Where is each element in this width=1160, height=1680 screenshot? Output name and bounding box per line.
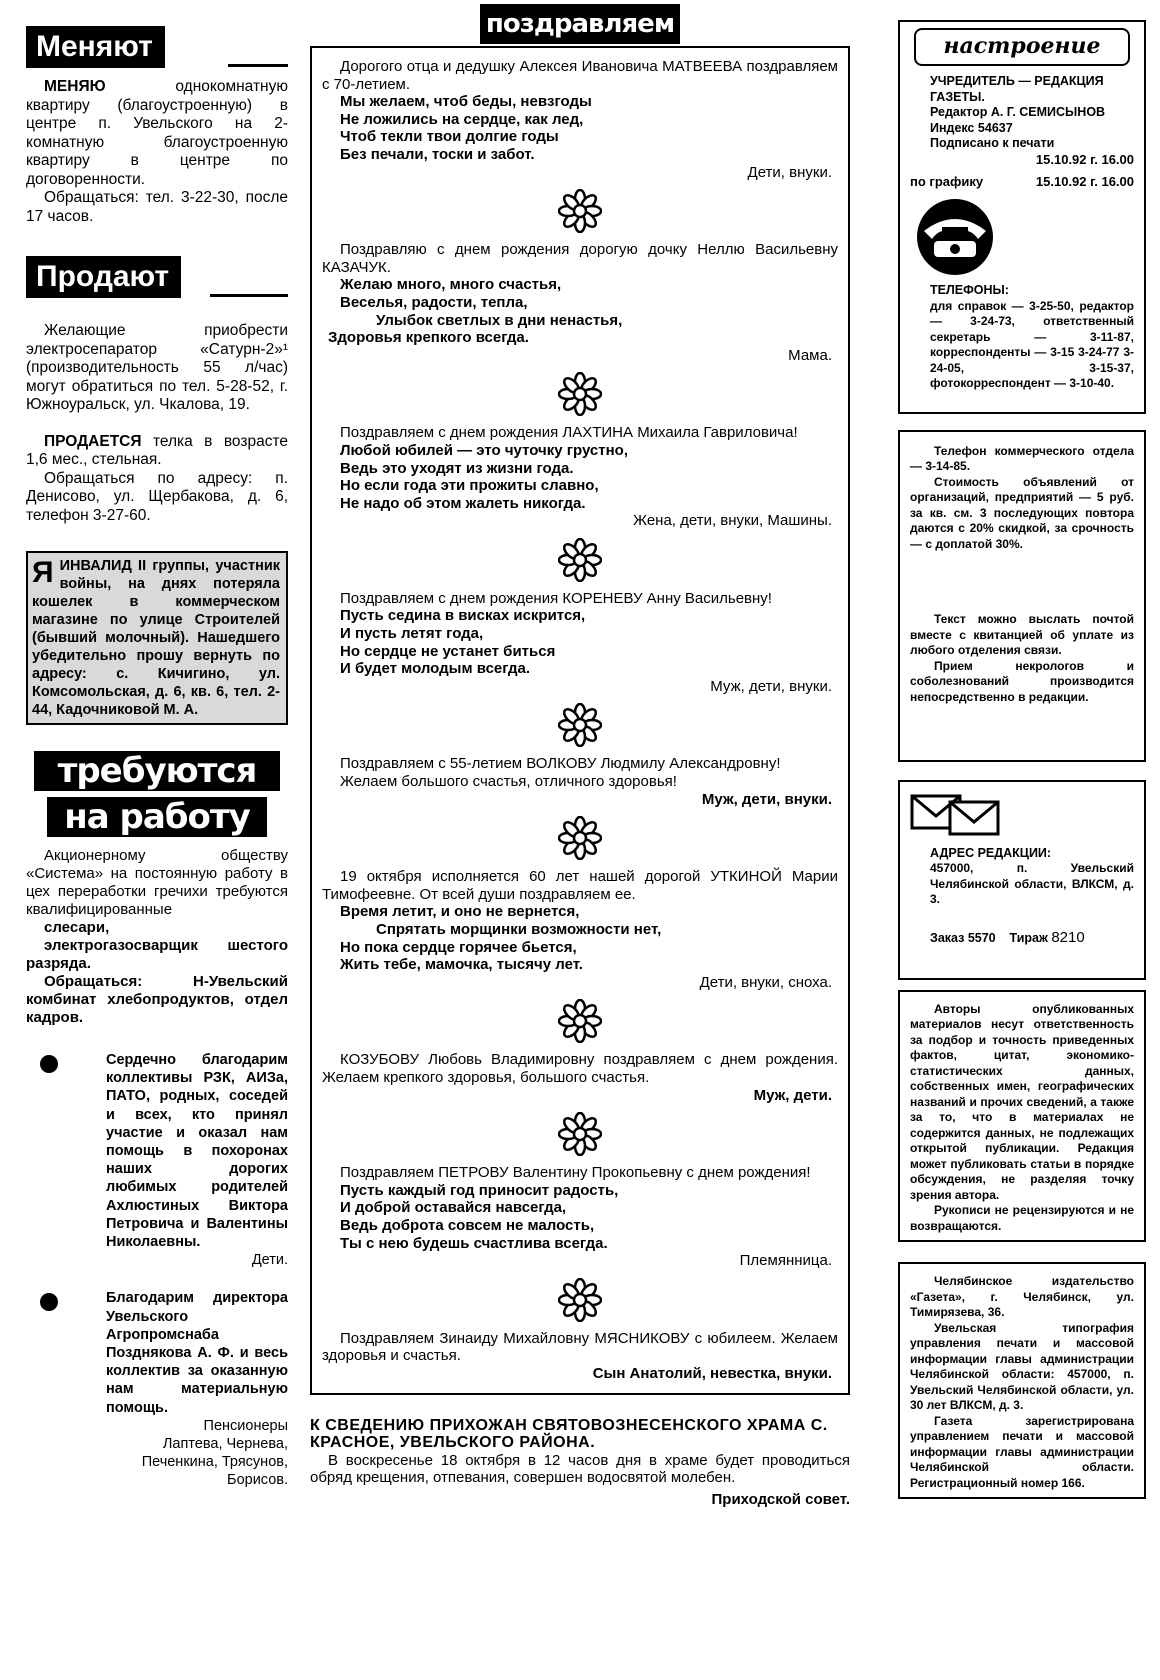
church-notice: К СВЕДЕНИЮ ПРИХОЖАН СВЯТОВОЗНЕСЕНСКОГО ХРАМА С. КРАСНОЕ, УВЕЛЬСКОГО РАЙОНА. В воскресенье 18 октября в 12 часов дня в храме будет проводиться обряд крещения, отпевания, совершен водосвятой молебен. Приходской совет. bbox=[310, 1416, 850, 1508]
masthead-box: настроение УЧРЕДИТЕЛЬ — РЕДАКЦИЯ ГАЗЕТЫ. Редактор А. Г. СЕМИСЫНОВ Индекс 54637 Подписано к печати 15.10.92 г. 16.00 по графику 15.10.92 г. 16.00 ТЕЛЕФОНЫ: для справок — 3-25-50, редактор — 3-24-73, ответственный секретарь — 3-11-87, корреспонденты — 3-15 3-24-77 3-24-05, 3-15-37, фотокорреспондент — 3-10-40. bbox=[898, 20, 1146, 414]
greeting-intro: Дорогого отца и дедушку Алексея Ивановича МАТВЕЕВА поздравляем с 70-летием. bbox=[322, 58, 838, 93]
envelope-icon bbox=[910, 792, 1002, 838]
publisher-box: Челябинское издательство «Газета», г. Челябинск, ул. Тимирязева, 36. Увельская типография управления печати и массовой информации главы администрации Челябинской области: 457000, п. Увельский Челябинской области, ул. 30 лет ВЛКСМ, д. 3. Газета зарегистрирована управлением печати и массовой информации главы администрации Челябинской области. Регистрационный номер 166. bbox=[898, 1262, 1146, 1499]
heading-prodayut: Продают bbox=[26, 256, 288, 300]
greeting-intro: Поздравляем с 55-летием ВОЛКОВУ Людмилу Александровну! bbox=[340, 755, 781, 773]
lost-wallet-ad: ЯИНВАЛИД II группы, участник войны, на днях потеряла кошелек в коммерческом магазине по улице Строителей (бывший молочный). Нашедшего убедительно прошу вернуть по адресу: с. Кичигино, ул. Комсомольская, д. 6, кв. 6, тел. 2-44, Кадочниковой М. А. bbox=[26, 551, 288, 725]
greetings-box bbox=[310, 46, 850, 1395]
address-box: АДРЕС РЕДАКЦИИ: 457000, п. Увельский Челябинской области, ВЛКСМ, д. 3. Заказ 5570 Тираж 8210 bbox=[898, 780, 1146, 980]
right-column bbox=[898, 0, 1146, 1499]
flower-ornament-icon bbox=[558, 1112, 602, 1156]
greeting-signature: Муж, дети. bbox=[753, 1086, 832, 1104]
greeting-signature: Дети, внуки. bbox=[747, 163, 832, 181]
greeting-verse-line: И пусть летят года, bbox=[340, 625, 484, 643]
commercial-box: Телефон коммерческого отдела — 3-14-85. Стоимость объявлений от организаций, предприятий — 5 руб. за кв. см. 3 последующих повтора даются с 20% скидкой, за срочность — с доплатой 30%. Текст можно выслать почтой вместе с квитанцией об уплате из любого отделения связи. Прием некрологов и соболезнований производится непосредственно в редакции. bbox=[898, 430, 1146, 762]
greeting-verse-line: Желаю много, много счастья, bbox=[340, 276, 562, 294]
greeting-intro: КОЗУБОВУ Любовь Владимировну поздравляем с днем рождения. Желаем крепкого здоровья, большого счастья. bbox=[322, 1051, 838, 1086]
greeting-verse-line: И доброй оставайся навсегда, bbox=[340, 1199, 567, 1217]
greeting-verse-line: Мы желаем, чтоб беды, невзгоды bbox=[340, 93, 592, 111]
greeting bbox=[322, 590, 838, 696]
greeting-extra: Желаем большого счастья, отличного здоровья! bbox=[340, 773, 677, 791]
greeting-verse-line: Пусть каждый год приносит радость, bbox=[340, 1181, 619, 1199]
greeting bbox=[322, 58, 838, 181]
greeting-verse-line: Не надо об этом жалеть никогда. bbox=[340, 494, 586, 512]
greeting-verse-line: Ведь доброта совсем не малость, bbox=[340, 1216, 595, 1234]
greeting-verse-line: Спрятать морщинки возможности нет, bbox=[376, 921, 662, 938]
greeting-verse-line: Здоровья крепкого всегда. bbox=[328, 329, 529, 347]
flower-ornament-icon bbox=[558, 703, 602, 747]
greeting-signature: Дети, внуки, сноха. bbox=[699, 973, 832, 991]
greeting-verse-line: Веселья, радости, тепла, bbox=[340, 293, 528, 311]
flower-ornament-icon bbox=[558, 816, 602, 860]
greeting-signature: Муж, дети, внуки. bbox=[701, 790, 832, 808]
disclaimer-box: Авторы опубликованных материалов несут ответственность за подбор и точность приведенных фактов, цитат, экономико-статистических данных, собственных имен, географических названий и прочих сведений, а также за то, что в материалах не содержится данных, не подлежащих открытой публикации. Редакция может публиковать статьи в порядке обсуждения, не разделяя точку зрения автора. Рукописи не рецензируются и не возвращаются. bbox=[898, 990, 1146, 1243]
greeting-signature: Мама. bbox=[788, 346, 832, 364]
greeting-verse-line: Ты с нею будешь счастлива всегда. bbox=[340, 1234, 608, 1252]
greeting-verse-line: Улыбок светлых в дни ненастья, bbox=[376, 311, 623, 329]
heading-jobs: требуются на работу bbox=[26, 751, 288, 837]
greeting-signature: Жена, дети, внуки, Машины. bbox=[633, 512, 832, 530]
greeting bbox=[322, 424, 838, 530]
flower-ornament-icon bbox=[558, 189, 602, 233]
greeting-intro: Поздравляем Зинаиду Михайловну МЯСНИКОВУ с юбилеем. Желаем здоровья и счастья. bbox=[322, 1329, 838, 1365]
exchange-ad: МЕНЯЮ однокомнатную квартиру (благоустроенную) в центре п. Увельского на 2-комнатную благоустроенную квартиру в центре по договоренности. Обращаться: тел. 3-22-30, после 17 часов. bbox=[26, 78, 288, 225]
thanks-ad-2: Благодарим директора Увельского Агропромснаба Позднякова А. Ф. и весь коллектив за оказанную нам материальную помощь. Пенсионеры Лаптева, Чернева, Печенкина, Трясунов, Борисов. bbox=[26, 1289, 288, 1489]
newspaper-logo: настроение bbox=[914, 28, 1130, 66]
flower-ornament-icon bbox=[558, 999, 602, 1043]
greeting bbox=[322, 868, 838, 991]
greeting-verse-line: Жить тебе, мамочка, тысячу лет. bbox=[340, 956, 583, 974]
jobs-ad: Акционерному обществу «Система» на постоянную работу в цех переработки гречихи требуются квалифицированные слесари, электрогазосварщик шестого разряда. Обращаться: Н-Увельский комбинат хлебопродуктов, отдел кадров. bbox=[26, 847, 288, 1026]
bullet-icon bbox=[40, 1055, 58, 1073]
greeting-intro: 19 октября исполняется 60 лет нашей дорогой УТКИНОЙ Марии Тимофеевне. От всей души поздравляем ее. bbox=[322, 868, 838, 903]
flower-ornament-icon bbox=[558, 538, 602, 582]
flower-ornament-icon bbox=[558, 1278, 602, 1322]
greeting-verse-line: Но сердце не устанет биться bbox=[340, 642, 556, 660]
greeting-intro: Поздравляем ПЕТРОВУ Валентину Прокопьевну с днем рождения! bbox=[340, 1164, 811, 1182]
thanks-ad-1: Сердечно благодарим коллективы РЗК, АИЗа, ПАТО, родных, соседей и всех, кто принял участие и оказал нам помощь в похоронах наших дорогих любимых родителей Ахлюстиных Виктора Петровича и Валентины Николаевны. Дети. bbox=[26, 1051, 288, 1269]
greeting-intro: Поздравляем с днем рождения ЛАХТИНА Михаила Гавриловича! bbox=[340, 424, 798, 442]
telephone-icon bbox=[910, 197, 1000, 277]
greeting-verse-line: Время летит, и оно не вернется, bbox=[340, 903, 580, 921]
bullet-icon bbox=[40, 1293, 58, 1311]
center-column bbox=[310, 0, 850, 1508]
greeting bbox=[322, 1051, 838, 1104]
greeting-signature: Сын Анатолий, невестка, внуки. bbox=[592, 1364, 832, 1382]
greeting bbox=[322, 1164, 838, 1270]
greeting-verse-line: Пусть седина в висках искрится, bbox=[340, 607, 586, 625]
greeting-verse-line: Не ложились на сердце, как лед, bbox=[340, 110, 584, 128]
greeting-verse-line: Ведь это уходят из жизни года. bbox=[340, 459, 574, 477]
greeting-signature: Муж, дети, внуки. bbox=[710, 677, 832, 695]
flower-ornament-icon bbox=[558, 372, 602, 416]
sale-ads: Желающие приобрести электросепаратор «Сатурн-2»¹ (производительность 55 л/час) могут обратиться по тел. 5-28-52, г. Южноуральск, ул. Чкалова, 19. ПРОДАЕТСЯ телка в возрасте 1,6 мес., стельная. Обращаться по адресу: п. Денисово, ул. Щербакова, д. 6, телефон 3-27-60. bbox=[26, 322, 288, 524]
greeting-signature: Племянница. bbox=[739, 1252, 832, 1270]
left-column bbox=[26, 0, 288, 1490]
greeting-verse-line: Любой юбилей — это чуточку грустно, bbox=[340, 441, 629, 459]
greeting-verse-line: Без печали, тоски и забот. bbox=[340, 145, 535, 163]
greeting bbox=[322, 241, 838, 364]
greeting-verse-line: Чтоб текли твои долгие годы bbox=[340, 128, 559, 146]
heading-pozdravlyaem: поздравляем bbox=[480, 4, 680, 44]
greeting bbox=[322, 1330, 838, 1383]
heading-menyayut: Меняют bbox=[26, 26, 288, 70]
greeting-intro: Поздравляем с днем рождения КОРЕНЕВУ Анну Васильевну! bbox=[340, 589, 772, 607]
greeting bbox=[322, 755, 838, 808]
greeting-verse-line: И будет молодым всегда. bbox=[340, 660, 530, 678]
greeting-verse-line: Но если года эти прожиты славно, bbox=[340, 477, 599, 495]
greeting-intro: Поздравляю с днем рождения дорогую дочку Неллю Васильевну КАЗАЧУК. bbox=[322, 241, 838, 276]
greeting-verse-line: Но пока сердце горячее бьется, bbox=[340, 938, 577, 956]
